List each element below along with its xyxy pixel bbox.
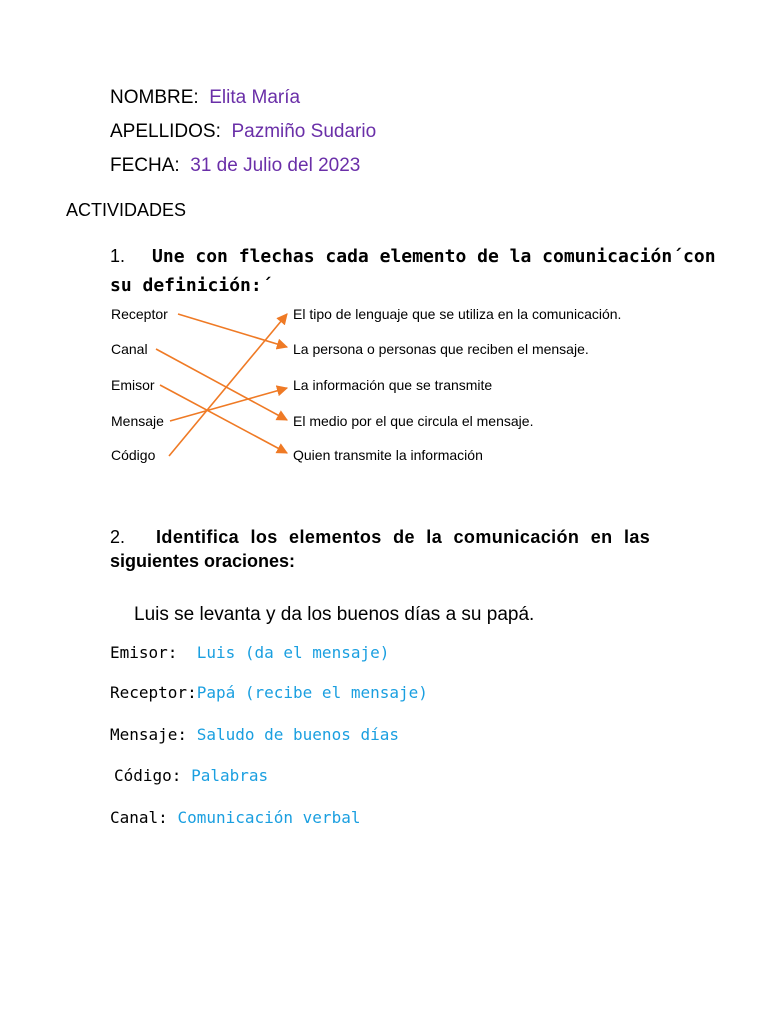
- apellidos-label: APELLIDOS:: [110, 121, 221, 142]
- definition-4: El medio por el que circula el mensaje.: [293, 413, 534, 429]
- term-receptor: Receptor: [111, 306, 168, 322]
- answer-value: Papá (recibe el mensaje): [196, 683, 428, 702]
- answer-emisor: [110, 643, 389, 662]
- definition-2: La persona o personas que reciben el mensaje.: [293, 341, 589, 357]
- answer-label: Receptor:: [110, 683, 197, 702]
- answer-label: Mensaje:: [110, 725, 188, 744]
- answer-receptor: [110, 683, 428, 702]
- q1-text-line2: su definición:´: [110, 275, 273, 296]
- apellidos-value: Pazmiño Sudario: [231, 121, 377, 142]
- answer-value: Luis (da el mensaje): [196, 643, 390, 662]
- term-emisor: Emisor: [111, 377, 155, 393]
- arrow-codigo: [169, 314, 287, 456]
- term-codigo: Código: [111, 447, 156, 463]
- arrow-canal: [156, 349, 287, 420]
- q1-number: 1.: [110, 246, 126, 266]
- answer-value: Saludo de buenos días: [196, 725, 399, 744]
- q2-number: 2.: [110, 527, 126, 547]
- answer-canal: [110, 808, 360, 827]
- answer-label: Emisor:: [110, 643, 178, 662]
- term-canal: Canal: [111, 341, 148, 357]
- answer-codigo: [114, 766, 268, 785]
- answer-value: Palabras: [191, 766, 269, 785]
- q2-text-line2: siguientes oraciones:: [110, 551, 296, 571]
- answer-value: Comunicación verbal: [177, 808, 361, 827]
- answer-mensaje: [110, 725, 399, 744]
- fecha-value: 31 de Julio del 2023: [190, 155, 361, 176]
- answer-label: Canal:: [110, 808, 168, 827]
- fecha-label: FECHA:: [110, 155, 180, 176]
- nombre-label: NOMBRE:: [110, 87, 199, 108]
- definition-3: La información que se transmite: [293, 377, 493, 393]
- definition-1: El tipo de lenguaje que se utiliza en la comunicación.: [293, 306, 622, 322]
- q1-text-line1: Une con flechas cada elemento de la comunicación´con: [152, 246, 716, 267]
- arrow-mensaje: [170, 388, 287, 421]
- answer-label: Código:: [114, 766, 182, 785]
- definition-5: Quien transmite la información: [293, 447, 483, 463]
- actividades-heading: ACTIVIDADES: [66, 200, 187, 220]
- arrow-receptor: [178, 314, 287, 347]
- q2-text-line1: Identifica los elementos de la comunicación en las: [156, 527, 651, 547]
- q2-line1: [110, 527, 650, 548]
- nombre-value: Elita María: [209, 87, 301, 108]
- term-mensaje: Mensaje: [111, 413, 164, 429]
- example-sentence: Luis se levanta y da los buenos días a su papá.: [134, 604, 535, 625]
